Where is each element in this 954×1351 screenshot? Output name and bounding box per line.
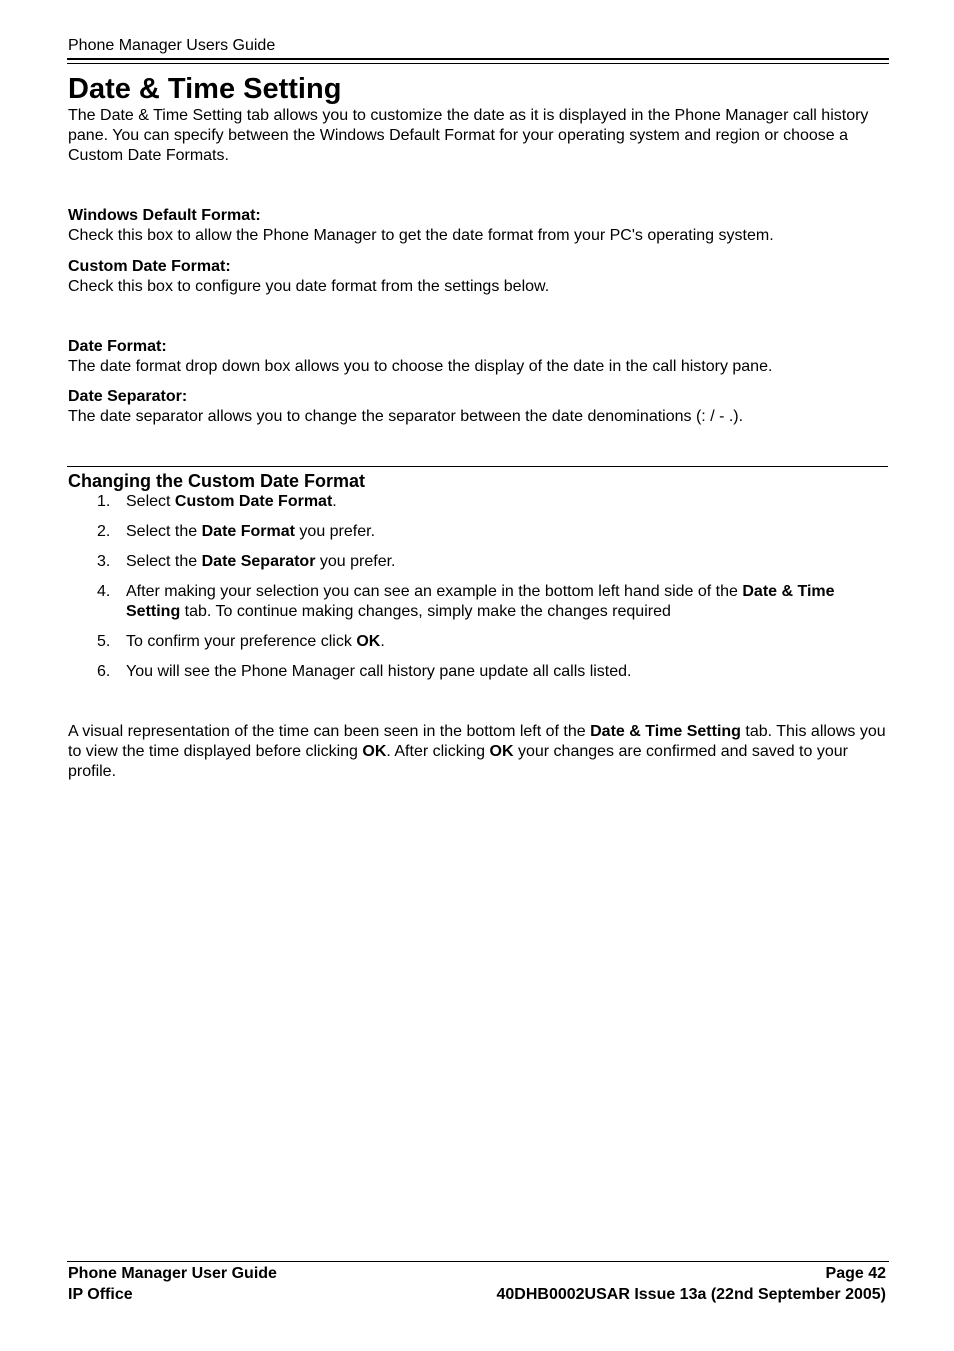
intro-text: The Date & Time Setting tab allows you to customize the date as it is displayed in the Phone Manager call history pane. You can specify between the Windows Default Format for your operating system and region or choose a Custom Date Formats. (68, 107, 869, 164)
footer-product: IP Office (68, 1286, 133, 1303)
definition-term: Custom Date Format: (68, 258, 231, 275)
footer-row-2 (68, 1284, 886, 1305)
intro-paragraph (68, 106, 890, 166)
definition-windows-default (68, 206, 890, 246)
list-item: 1. Select Custom Date Format. (97, 493, 337, 510)
section-rule (67, 466, 888, 467)
footer-guide-title: Phone Manager User Guide (68, 1265, 277, 1282)
definition-text: The date separator allows you to change the separator between the date denominations (: / - .). (68, 408, 744, 425)
definition-term: Windows Default Format: (68, 207, 261, 224)
steps-list (68, 492, 868, 692)
footer-page-number: Page 42 (825, 1265, 886, 1282)
closing-paragraph (68, 722, 890, 782)
closing-text: A visual representation of the time can been seen in the bottom left of the Date & Time Setting tab. This allows you to view the time displayed before clicking OK. After clicking OK your changes are confirmed and saved to your profile. (68, 723, 886, 780)
footer-row-1 (68, 1263, 886, 1284)
definition-term: Date Format: (68, 338, 167, 355)
definition-custom-date (68, 257, 890, 297)
list-item: 5. To confirm your preference click OK. (97, 633, 385, 650)
definition-text: Check this box to configure you date format from the settings below. (68, 278, 550, 295)
list-item: 4. After making your selection you can see an example in the bottom left hand side of the Date & Time Setting tab. To continue making changes, simply make the changes required (97, 583, 835, 620)
footer-issue: 40DHB0002USAR Issue 13a (22nd September 2005) (496, 1286, 886, 1303)
list-item: 2. Select the Date Format you prefer. (97, 523, 376, 540)
list-item: 3. Select the Date Separator you prefer. (97, 553, 396, 570)
page-title: Date & Time Setting (68, 73, 342, 105)
footer-rule (67, 1261, 889, 1262)
running-header: Phone Manager Users Guide (68, 37, 276, 54)
definition-text: The date format drop down box allows you to choose the display of the date in the call history pane. (68, 358, 773, 375)
section-heading: Changing the Custom Date Format (68, 471, 366, 491)
list-item: 6. You will see the Phone Manager call history pane update all calls listed. (97, 663, 632, 680)
definition-text: Check this box to allow the Phone Manager to get the date format from your PC's operating system. (68, 227, 774, 244)
definition-date-format (68, 337, 890, 377)
definition-term: Date Separator: (68, 388, 188, 405)
header-rule (67, 58, 889, 64)
definition-date-separator (68, 387, 890, 427)
